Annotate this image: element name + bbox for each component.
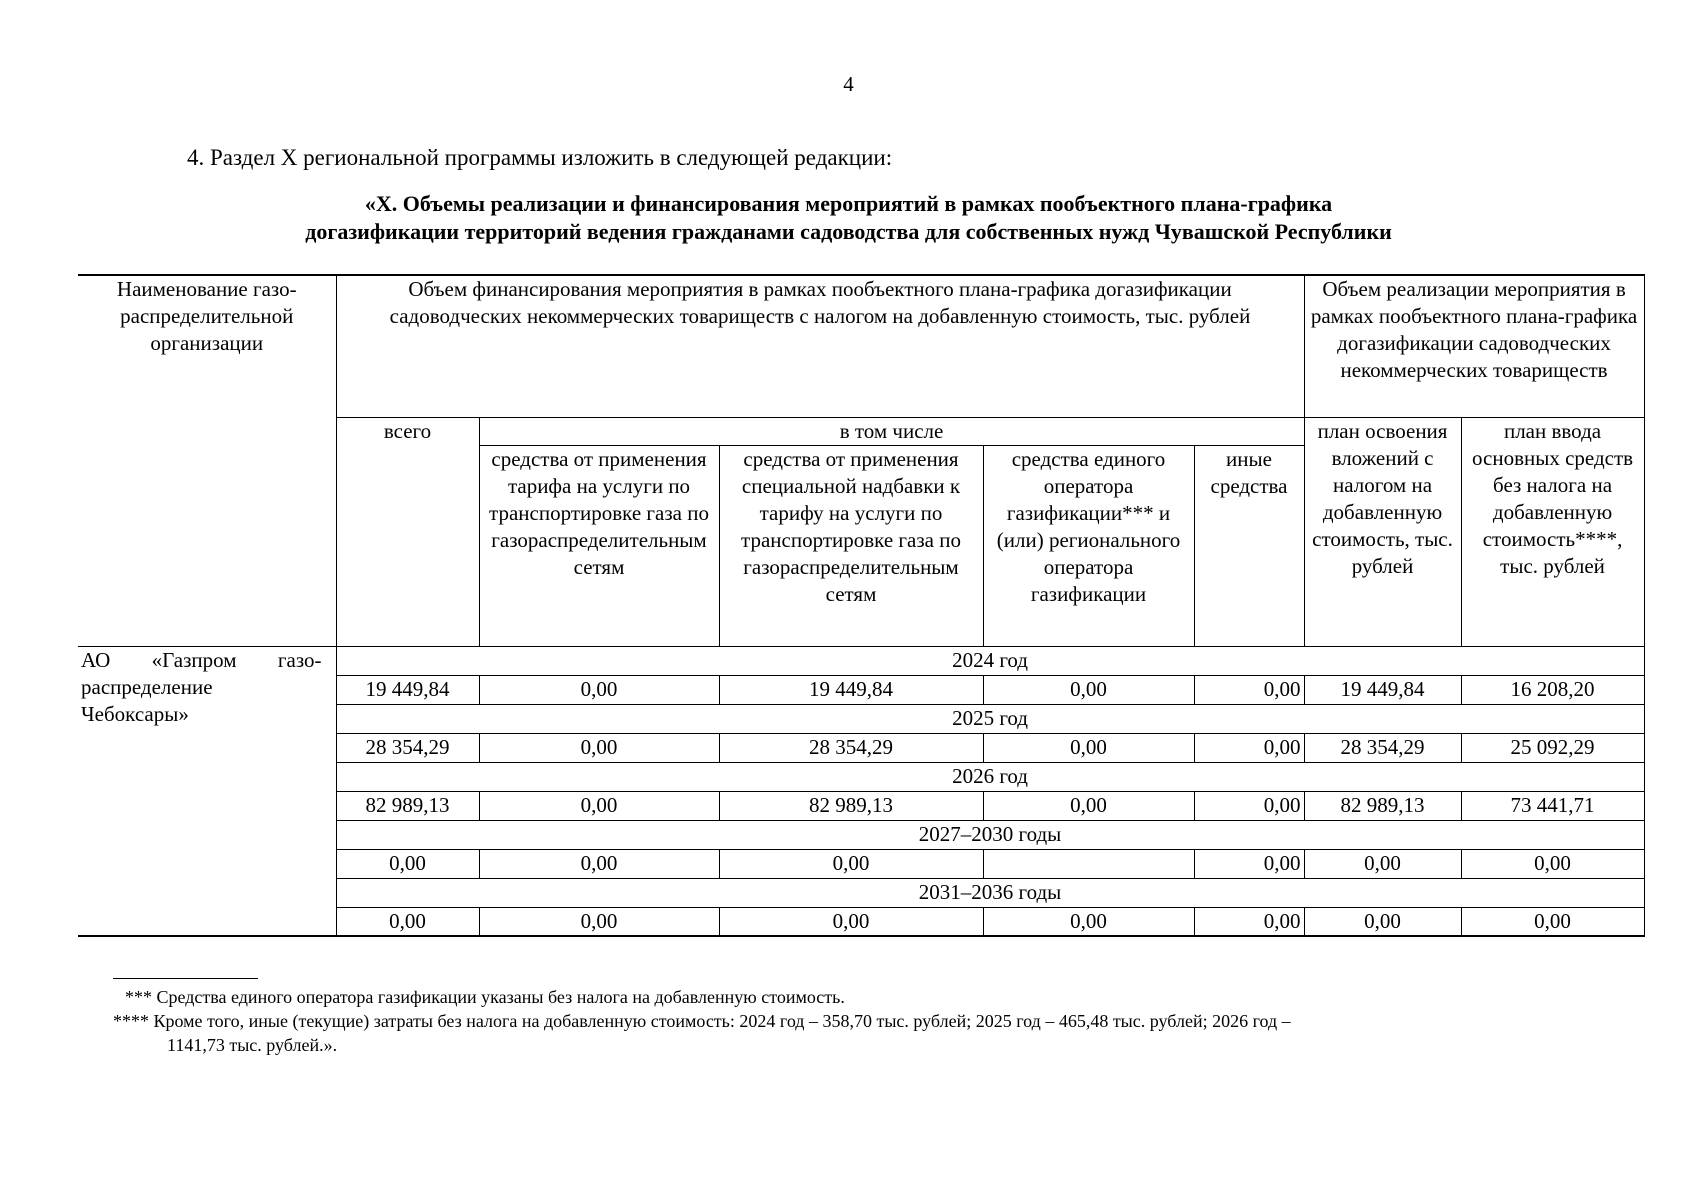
footnote-separator (113, 978, 258, 979)
value-cell: 0,00 (479, 907, 719, 936)
value-cell: 28 354,29 (336, 733, 479, 762)
value-cell: 0,00 (479, 675, 719, 704)
value-cell: 0,00 (1194, 907, 1304, 936)
period-label: 2026 год (336, 762, 1644, 791)
value-cell: 28 354,29 (719, 733, 983, 762)
value-cell: 0,00 (983, 675, 1194, 704)
value-cell: 0,00 (1304, 907, 1461, 936)
value-cell: 19 449,84 (719, 675, 983, 704)
value-cell: 0,00 (1194, 791, 1304, 820)
value-cell: 82 989,13 (1304, 791, 1461, 820)
value-cell: 82 989,13 (719, 791, 983, 820)
footnotes (113, 978, 1603, 1057)
value-cell: 19 449,84 (336, 675, 479, 704)
value-cell: 0,00 (336, 907, 479, 936)
org-name-cell: АО «Газпром газо-распределение Чебоксары» (78, 646, 336, 936)
header-operator-funds: средства единого оператора газификации*** и (или) регионального оператора газификации (983, 445, 1194, 646)
value-cell: 16 208,20 (1461, 675, 1644, 704)
section-title (80, 190, 1617, 246)
value-cell: 73 441,71 (1461, 791, 1644, 820)
header-financing-volume: Объем финансирования мероприятия в рамках пообъектного плана-графика догазификации садоводческих некоммерческих товариществ с налогом на добавленную стоимость, тыс. рублей (336, 275, 1304, 417)
value-cell: 0,00 (479, 849, 719, 878)
value-cell: 0,00 (719, 849, 983, 878)
value-cell: 0,00 (1194, 733, 1304, 762)
value-cell: 0,00 (479, 791, 719, 820)
header-plan-input: план ввода основных средств без налога на добавленную стоимость****, тыс. рублей (1461, 417, 1644, 646)
title-line-2: догазификации территорий ведения гражданами садоводства для собственных нужд Чувашской Республики (305, 219, 1392, 244)
page-number: 4 (843, 72, 854, 96)
period-label: 2027–2030 годы (336, 820, 1644, 849)
value-cell: 0,00 (1194, 675, 1304, 704)
value-cell: 0,00 (336, 849, 479, 878)
value-cell: 0,00 (983, 907, 1194, 936)
footnote-4-stars: **** Кроме того, иные (текущие) затраты без налога на добавленную стоимость: 2024 год – 358,70 тыс. рублей; 2025 год – 465,48 тыс. рублей; 2026 год – (113, 1011, 1291, 1031)
period-label: 2024 год (336, 646, 1644, 675)
value-cell: 0,00 (1194, 849, 1304, 878)
value-cell: 0,00 (1304, 849, 1461, 878)
intro-paragraph: 4. Раздел X региональной программы изложить в следующей редакции: (187, 145, 893, 170)
financing-table (78, 274, 1645, 937)
header-surcharge-funds: средства от применения специальной надбавки к тарифу на услуги по транспортировке газа по газораспределительным сетям (719, 445, 983, 646)
header-plan-development: план освоения вложений с налогом на добавленную стоимость, тыс. рублей (1304, 417, 1461, 646)
value-cell: 0,00 (983, 791, 1194, 820)
header-implementation-volume: Объем реализации мероприятия в рамках пообъектного плана-графика догазификации садоводческих некоммерческих товариществ (1304, 275, 1644, 417)
value-cell: 19 449,84 (1304, 675, 1461, 704)
footnote-4-stars-continuation: 1141,73 тыс. рублей.». (167, 1035, 338, 1055)
header-tariff-funds: средства от применения тарифа на услуги по транспортировке газа по газораспределительным сетям (479, 445, 719, 646)
value-cell: 82 989,13 (336, 791, 479, 820)
value-cell: 28 354,29 (1304, 733, 1461, 762)
footnote-3-stars: *** Средства единого оператора газификации указаны без налога на добавленную стоимость. (125, 987, 845, 1007)
period-label: 2031–2036 годы (336, 878, 1644, 907)
header-including: в том числе (479, 417, 1304, 445)
value-cell: 25 092,29 (1461, 733, 1644, 762)
value-cell (983, 849, 1194, 878)
header-total: всего (336, 417, 479, 646)
header-other-funds: иные средства (1194, 445, 1304, 646)
value-cell: 0,00 (479, 733, 719, 762)
period-label: 2025 год (336, 704, 1644, 733)
value-cell: 0,00 (983, 733, 1194, 762)
value-cell: 0,00 (1461, 849, 1644, 878)
value-cell: 0,00 (719, 907, 983, 936)
title-line-1: «X. Объемы реализации и финансирования мероприятий в рамках пообъектного плана-графика (364, 191, 1333, 216)
header-org-name: Наименование газо-распределительной организации (78, 275, 336, 646)
value-cell: 0,00 (1461, 907, 1644, 936)
